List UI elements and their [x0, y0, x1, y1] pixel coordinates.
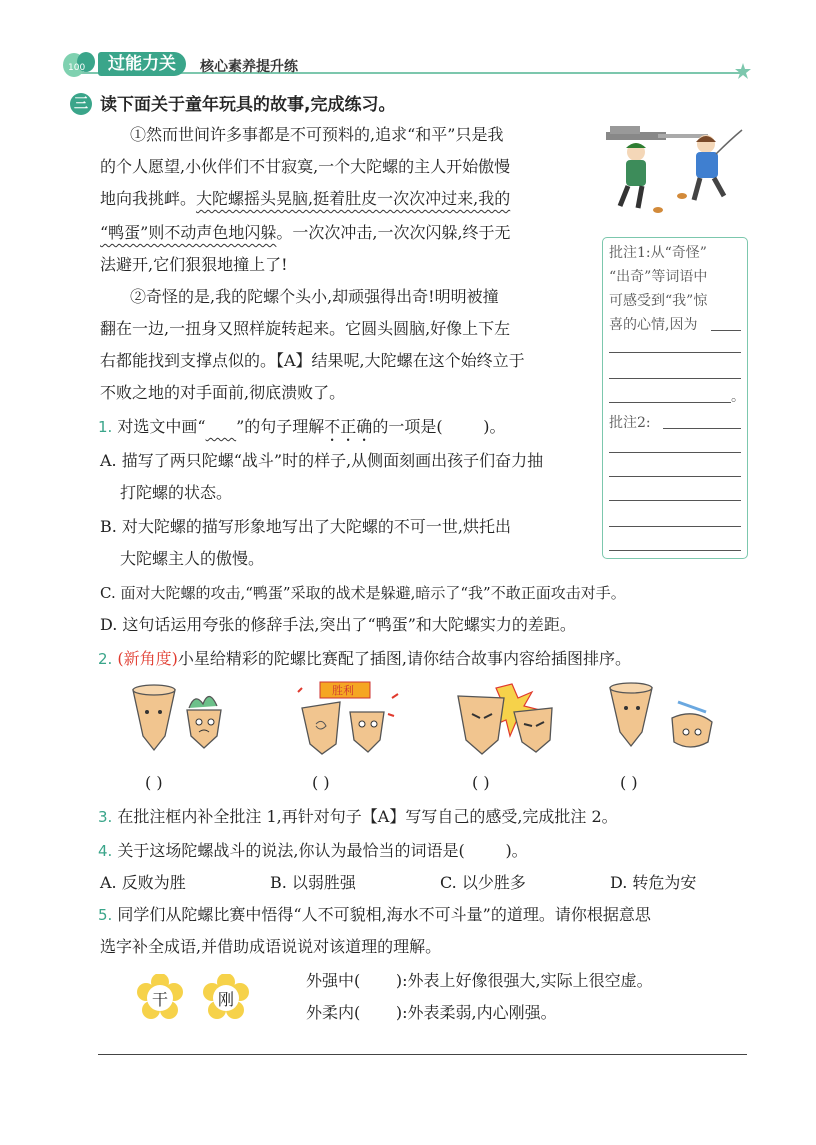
- q1-option-b-line1[interactable]: B. 对大陀螺的描写形象地写出了大陀螺的不可一世,烘托出: [100, 517, 512, 536]
- q2-stem: [98, 648, 631, 670]
- star-icon: [734, 62, 752, 80]
- q4-option-b[interactable]: B. 以弱胜强: [270, 873, 356, 892]
- note1-end-mark: 。: [731, 389, 745, 405]
- spinning-top-picture-3: [452, 678, 572, 758]
- note2-blank-1[interactable]: [663, 428, 741, 429]
- note1-line3: 可感受到“我”惊: [609, 293, 708, 309]
- section-number-badge: 三: [70, 93, 92, 115]
- q5-line1: [98, 904, 651, 926]
- q1-emphasis: 不正确: [324, 417, 373, 436]
- footer-rule: [98, 1054, 747, 1055]
- q5-text-line1: 同学们从陀螺比赛中悟得“人不可貌相,海水不可斗量”的道理。请你根据意思: [117, 905, 651, 924]
- header-subtitle: 核心素养提升练: [200, 59, 298, 75]
- kids-playing-illustration: [598, 120, 748, 220]
- q1-text-d: 的一项是(: [372, 417, 443, 436]
- p2-line2: 翻在一边,一扭身又照样旋转起来。它圆头圆脑,好像上下左: [100, 319, 511, 338]
- q4-stem: [98, 840, 528, 862]
- note1-line4: 喜的心情,因为: [609, 317, 698, 333]
- p1-line4: [100, 222, 511, 244]
- p2-line1: ②奇怪的是,我的陀螺个头小,却顽强得出奇!明明被撞: [130, 287, 499, 306]
- q4-option-c[interactable]: C. 以少胜多: [440, 873, 526, 892]
- q1-option-b-line2: 大陀螺主人的傲慢。: [120, 549, 265, 568]
- svg-text:100: 100: [68, 63, 86, 73]
- q1-option-c[interactable]: C. 面对大陀螺的攻击,“鸭蛋”采取的战术是躲避,暗示了“我”不敢正面攻击对手。: [100, 584, 626, 602]
- q1-stem: [98, 416, 506, 445]
- p1-wavy-sentence-a: 大陀螺摇头晃脑,挺着肚皮一次次冲过来,我的: [196, 189, 511, 208]
- note2-blank-2[interactable]: [609, 452, 741, 453]
- q1-option-a-line1[interactable]: A. 描写了两只陀螺“战斗”时的样子,从侧面刻画出孩子们奋力抽: [100, 451, 544, 470]
- q2-blank-3[interactable]: ( ): [472, 773, 490, 792]
- spinning-top-picture-1: [125, 678, 245, 758]
- q1-option-a-line2: 打陀螺的状态。: [120, 483, 233, 502]
- section-title: 读下面关于童年玩具的故事,完成练习。: [100, 95, 396, 115]
- q2-blank-2[interactable]: ( ): [312, 773, 330, 792]
- q1-option-d[interactable]: D. 这句话运用夸张的修辞手法,突出了“鸭蛋”和大陀螺实力的差距。: [100, 615, 576, 634]
- q4-answer-blank[interactable]: [465, 841, 506, 860]
- note2-label: 批注2:: [609, 415, 651, 431]
- spinning-top-picture-2: [292, 678, 412, 758]
- p1-line5: 法避开,它们狠狠地撞上了!: [100, 255, 288, 274]
- q4-option-d[interactable]: D. 转危为安: [610, 873, 697, 892]
- flower-char-2[interactable]: [202, 974, 250, 1022]
- note1-line2: “出奇”等词语中: [609, 269, 708, 285]
- note2-blank-4[interactable]: [609, 500, 741, 501]
- q2-tag: (新角度): [117, 649, 178, 668]
- q2-blank-4[interactable]: ( ): [620, 773, 638, 792]
- p1-line4-plain: 。一次次冲击,一次次闪躲,终于无: [276, 223, 511, 242]
- header-badge: 过能力关: [98, 52, 186, 76]
- flower-char-1[interactable]: [136, 974, 184, 1022]
- annotation-box: [602, 237, 748, 559]
- note2-blank-6[interactable]: [609, 550, 741, 551]
- q1-text-b: ”的句子理解: [236, 417, 325, 436]
- q1-text-a: 对选文中画“: [117, 417, 206, 436]
- q2-blank-1[interactable]: ( ): [145, 773, 163, 792]
- p2-line3: 右都能找到支撑点似的。【A】结果呢,大陀螺在这个始终立于: [100, 351, 525, 370]
- q1-answer-blank[interactable]: [443, 417, 484, 436]
- p1-line2: 的个人愿望,小伙伴们不甘寂寞,一个大陀螺的主人开始傲慢: [100, 157, 511, 176]
- q1-text-e: )。: [483, 417, 506, 436]
- q5-idiom-2[interactable]: 外柔内( ):外表柔弱,内心刚强。: [306, 1003, 557, 1022]
- q1-wavy-sample: [206, 417, 237, 436]
- q4-text: 关于这场陀螺战斗的说法,你认为最恰当的词语是(: [117, 841, 465, 860]
- note1-blank-2[interactable]: [609, 352, 741, 353]
- flower-char-1-text: 干: [151, 990, 168, 1009]
- p2-line4: 不败之地的对手面前,彻底溃败了。: [100, 383, 346, 402]
- q5-idiom-1[interactable]: 外强中( ):外表上好像很强大,实际上很空虚。: [306, 971, 653, 990]
- note2-blank-5[interactable]: [609, 526, 741, 527]
- q5-number: 5.: [98, 906, 113, 924]
- q3-number: 3.: [98, 808, 113, 826]
- winner-banner-text: 胜利: [332, 684, 354, 697]
- q1-number: 1.: [98, 418, 113, 436]
- note1-blank-4[interactable]: [609, 402, 731, 403]
- flower-char-2-text: 刚: [217, 990, 234, 1009]
- q4-option-a[interactable]: A. 反败为胜: [100, 873, 186, 892]
- note2-blank-3[interactable]: [609, 476, 741, 477]
- q3-text: 在批注框内补全批注 1,再针对句子【A】写写自己的感受,完成批注 2。: [117, 807, 618, 826]
- spinning-top-picture-4: [602, 678, 722, 758]
- q5-line2: 选字补全成语,并借助成语说说对该道理的理解。: [100, 937, 442, 956]
- q2-number: 2.: [98, 650, 113, 668]
- p1-wavy-sentence-b: “鸭蛋”则不动声色地闪躲: [100, 223, 277, 242]
- p1-line1: ①然而世间许多事都是不可预料的,追求“和平”只是我: [130, 125, 504, 144]
- q4-text-end: )。: [505, 841, 528, 860]
- header-bar: [62, 50, 752, 80]
- note1-blank-3[interactable]: [609, 378, 741, 379]
- p1-line3: [100, 188, 510, 210]
- leaf-logo-icon: [62, 50, 98, 80]
- note1-line1: 批注1:从“奇怪”: [609, 245, 707, 261]
- q3: [98, 806, 618, 828]
- q2-text: 小星给精彩的陀螺比赛配了插图,请你结合故事内容给插图排序。: [177, 649, 631, 668]
- note1-blank-1[interactable]: [711, 330, 741, 331]
- q4-number: 4.: [98, 842, 113, 860]
- p1-line3-plain: 地向我挑衅。: [100, 189, 197, 208]
